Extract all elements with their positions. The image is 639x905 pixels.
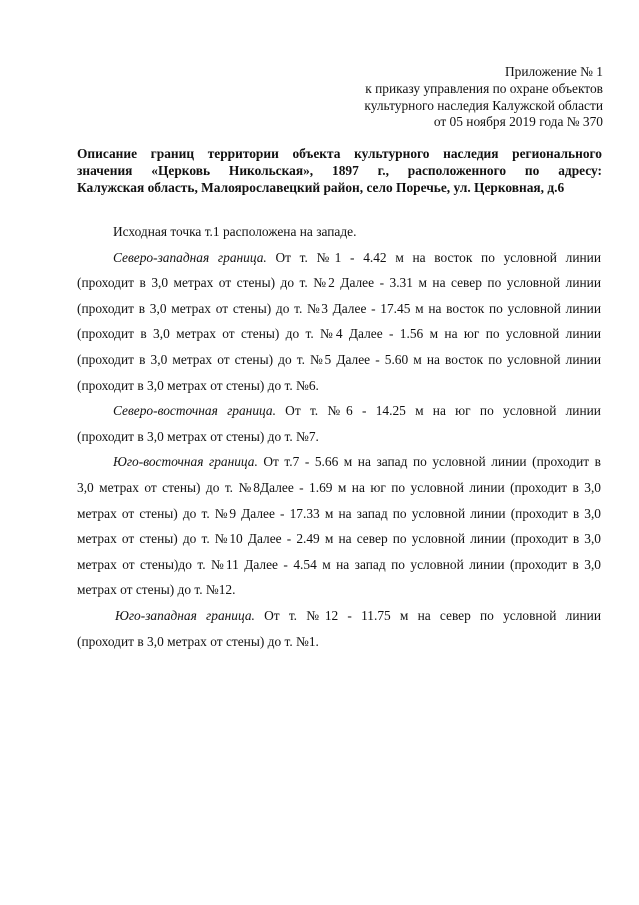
title-line-2: значения «Церковь Никольская», 1897 г., расположенного по адресу: <box>77 163 602 178</box>
se-heading: Юго-восточная граница. <box>113 454 258 470</box>
document-title <box>77 145 602 196</box>
appendix-date-line: от 05 ноября 2019 года № 370 <box>433 114 603 130</box>
nw-line-4: (проходит в 3,0 метрах от стены) до т. №4 Далее - 1.56 м на юг по условной линии <box>77 326 601 342</box>
nw-line-3: (проходит в 3,0 метрах от стены) до т. №3 Далее - 17.45 м на восток по условной линии <box>77 300 601 316</box>
title-line-3: Калужская область, Малоярославецкий район, село Поречье, ул. Церковная, д.6 <box>77 180 565 195</box>
se-line-3: метрах от стены) до т. №9 Далее - 17.33 м на запад по условной линии (проходит в 3,0 <box>77 505 601 521</box>
se-line-6: метрах от стены) до т. №12. <box>77 582 236 598</box>
nw-text-1: От т. №1 - 4.42 м на восток по условной линии <box>266 249 602 265</box>
document-body <box>77 219 601 654</box>
se-line-4: метрах от стены) до т. №10 Далее - 2.49 м на север по условной линии (проходит в 3,0 <box>77 531 601 547</box>
ne-line-2: (проходит в 3,0 метрах от стены) до т. №7. <box>77 428 319 444</box>
se-line-2: 3,0 метрах от стены) до т. №8Далее - 1.69 м на юг по условной линии (проходит в 3,0 <box>77 479 601 495</box>
start-point-paragraph: Исходная точка т.1 расположена на западе. <box>113 224 357 239</box>
sw-line-1 <box>77 603 601 629</box>
ne-line-1 <box>77 398 601 424</box>
sw-text-1: От т. №12 - 11.75 м на север по условной линии <box>254 607 601 623</box>
ne-heading: Северо-восточная граница. <box>113 403 276 419</box>
nw-line-5: (проходит в 3,0 метрах от стены) до т. №5 Далее - 5.60 м на восток по условной линии <box>77 351 601 367</box>
appendix-number: Приложение № 1 <box>504 64 603 79</box>
title-line-1: Описание границ территории объекта культурного наследия регионального <box>77 146 602 161</box>
sw-line-2: (проходит в 3,0 метрах от стены) до т. №1. <box>77 633 319 649</box>
nw-line-6: (проходит в 3,0 метрах от стены) до т. №6. <box>77 377 319 393</box>
se-text-1: От т.7 - 5.66 м на запад по условной линии (проходит в <box>257 454 601 470</box>
se-line-5: метрах от стены)до т. №11 Далее - 4.54 м на запад по условной линии (проходит в 3,0 <box>77 556 601 572</box>
appendix-authority-line: культурного наследия Калужской области <box>364 97 603 113</box>
nw-line-1 <box>77 245 601 271</box>
nw-line-2: (проходит в 3,0 метрах от стены) до т. №2 Далее - 3.31 м на север по условной линии <box>77 275 601 291</box>
nw-heading: Северо-западная граница. <box>113 249 267 265</box>
appendix-order-line: к приказу управления по охране объектов <box>365 80 603 96</box>
appendix-block <box>273 64 603 131</box>
sw-heading: Юго-западная граница. <box>115 607 255 623</box>
se-line-1 <box>77 449 601 475</box>
ne-text-1: От т. №6 - 14.25 м на юг по условной линии <box>275 403 601 419</box>
